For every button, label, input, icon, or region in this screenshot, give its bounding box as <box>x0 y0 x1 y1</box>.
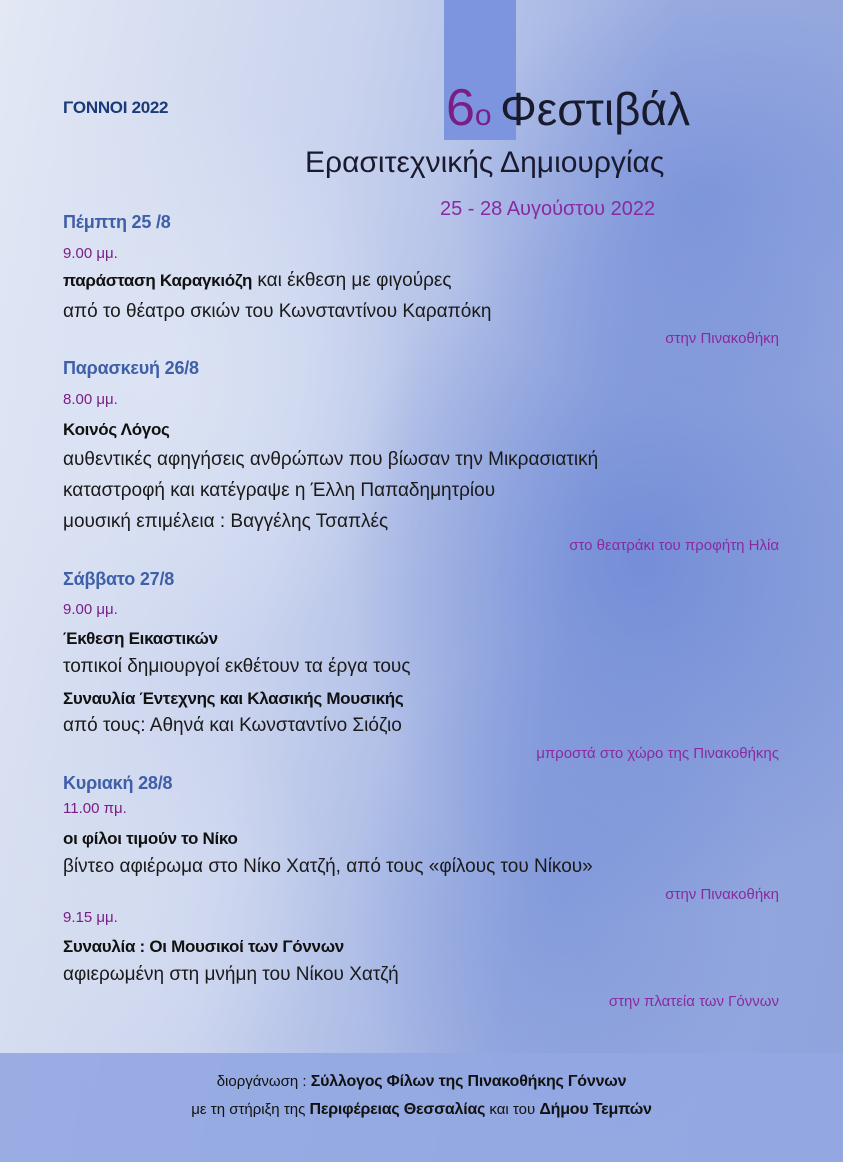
event-title: Έκθεση Εικαστικών <box>63 629 218 648</box>
festival-heading <box>446 78 690 138</box>
festival-word: Φεστιβάλ <box>500 83 691 135</box>
event-venue: στην Πινακοθήκη <box>665 330 779 347</box>
event-description: αυθεντικές αφηγήσεις ανθρώπων που βίωσαν την Μικρασιατική <box>63 449 599 470</box>
event-description: από τους: Αθηνά και Κωνσταντίνο Σιόζιο <box>63 715 402 736</box>
event-description: βίντεο αφιέρωμα στο Νίκο Χατζή, από τους «φίλους του Νίκου» <box>63 856 593 877</box>
event-venue: στο θεατράκι του προφήτη Ηλία <box>569 537 779 554</box>
event-time: 9.00 μμ. <box>63 245 118 262</box>
event-venue: στην πλατεία των Γόννων <box>608 993 779 1010</box>
event-venue: μπροστά στο χώρο της Πινακοθήκης <box>536 745 779 762</box>
event-time: 8.00 μμ. <box>63 391 118 408</box>
event-title: Κοινός Λόγος <box>63 420 170 439</box>
supporter-region: Περιφέρειας Θεσσαλίας <box>309 1101 486 1118</box>
event-description: μουσική επιμέλεια : Βαγγέλης Τσαπλές <box>63 511 389 532</box>
event-time: 9.00 μμ. <box>63 601 118 618</box>
location-label: ΓΟΝΝΟΙ 2022 <box>63 98 169 117</box>
event-title: Συναυλία : Οι Μουσικοί των Γόννων <box>63 937 344 956</box>
event-time: 9.15 μμ. <box>63 909 118 926</box>
festival-dates: 25 - 28 Αυγούστου 2022 <box>440 198 656 220</box>
day-heading-sunday: Κυριακή 28/8 <box>63 773 173 793</box>
event-description: καταστροφή και κατέγραψε η Έλλη Παπαδημητρίου <box>63 480 496 501</box>
event-line: παράσταση Καραγκιόζη και έκθεση με φιγούρες <box>63 270 452 291</box>
day-heading-friday: Παρασκευή 26/8 <box>63 358 199 378</box>
day-heading-saturday: Σάββατο 27/8 <box>63 569 175 589</box>
festival-number: 6ο <box>446 79 492 137</box>
festival-subtitle: Ερασιτεχνικής Δημιουργίας <box>305 146 665 179</box>
event-title: παράσταση Καραγκιόζη <box>63 271 253 290</box>
organizer-line: διοργάνωση : Σύλλογος Φίλων της Πινακοθήκης Γόννων <box>216 1073 627 1090</box>
support-line: με τη στήριξη της Περιφέρειας Θεσσαλίας και του Δήμου Τεμπών <box>191 1101 652 1118</box>
supporter-municipality: Δήμου Τεμπών <box>539 1101 652 1118</box>
day-heading-thursday: Πέμπτη 25 /8 <box>63 212 171 232</box>
event-description: τοπικοί δημιουργοί εκθέτουν τα έργα τους <box>63 656 411 677</box>
organizer-name: Σύλλογος Φίλων της Πινακοθήκης Γόννων <box>310 1073 627 1090</box>
event-title: οι φίλοι τιμούν το Νίκο <box>63 829 238 848</box>
event-description: από το θέατρο σκιών του Κωνσταντίνου Καραπόκη <box>63 301 492 322</box>
event-venue: στην Πινακοθήκη <box>665 886 779 903</box>
event-time: 11.00 πμ. <box>63 800 127 817</box>
festival-number-suffix: ο <box>474 99 492 132</box>
event-description: αφιερωμένη στη μνήμη του Νίκου Χατζή <box>63 964 399 985</box>
event-title: Συναυλία Έντεχνης και Κλασικής Μουσικής <box>63 689 404 708</box>
